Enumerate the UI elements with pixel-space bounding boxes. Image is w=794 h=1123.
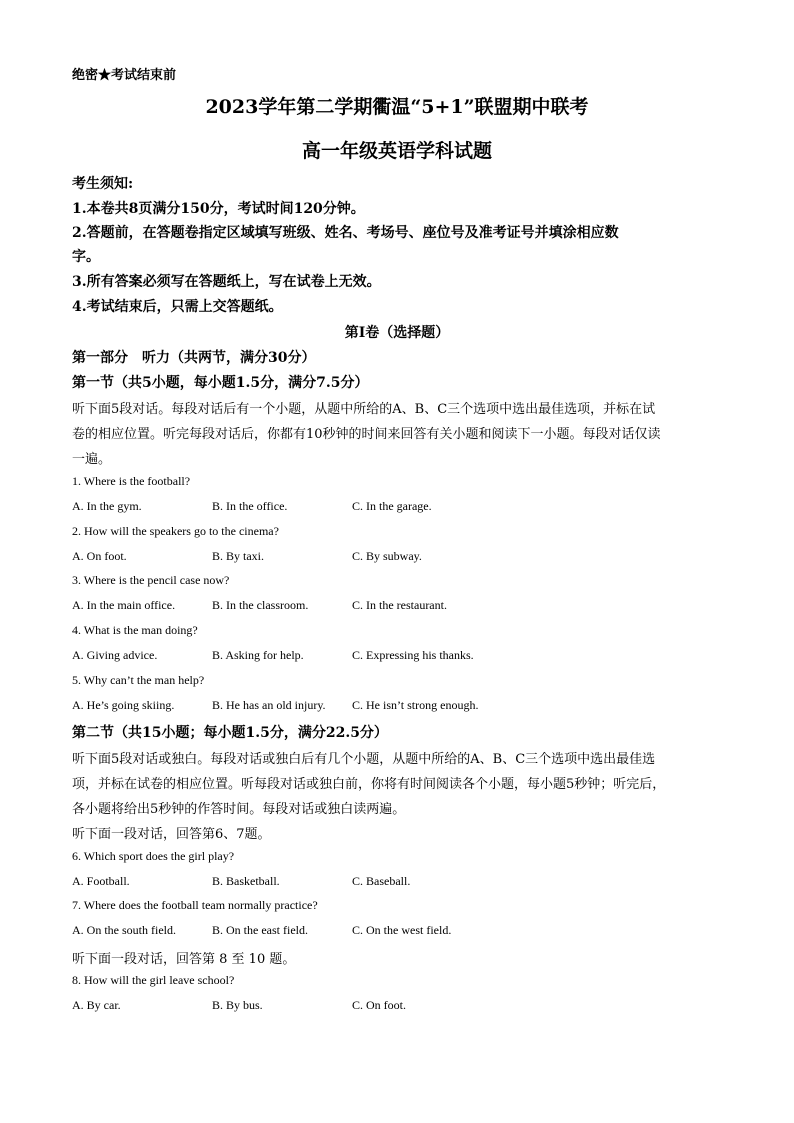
option-c: C. He isn’t strong enough. — [352, 698, 479, 712]
option-a: A. In the gym. — [72, 499, 142, 513]
option-a: A. On foot. — [72, 549, 127, 563]
question-text: 5. Why can’t the man help? — [72, 673, 205, 687]
section1-instruction: 听下面5段对话。每段对话后有一个小题，从题中所给的A、B、C三个选项中选出最佳选项，并标在试 — [72, 402, 656, 417]
question-text: 4. What is the man doing? — [72, 623, 198, 637]
question-text: 3. Where is the pencil case now? — [72, 573, 230, 587]
section1-instruction: 卷的相应位置。听完每段对话后，你都有10秒钟的时间来回答有关小题和阅读下一小题。每段对话仅读 — [72, 427, 661, 442]
section2-instruction: 各小题将给出5秒钟的作答时间。每段对话或独白读两遍。 — [72, 802, 406, 817]
question-text: 8. How will the girl leave school? — [72, 973, 235, 987]
notice-heading: 考生须知: — [72, 176, 134, 192]
question-text: 7. Where does the football team normally practice? — [72, 898, 318, 912]
option-b: B. On the east field. — [212, 923, 308, 937]
section2-instruction: 听下面5段对话或独白。每段对话或独白后有几个小题，从题中所给的A、B、C三个选项中选出最佳选 — [72, 752, 656, 767]
option-a: A. He’s going skiing. — [72, 698, 175, 712]
option-b: B. By taxi. — [212, 549, 265, 563]
part1-heading: 第一部分 听力（共两节，满分30分） — [72, 350, 316, 366]
section1-instruction: 一遍。 — [72, 452, 112, 467]
section1-heading: 第一节（共5小题，每小题1.5分，满分7.5分） — [72, 375, 369, 391]
option-a: A. In the main office. — [72, 598, 176, 612]
option-a: A. Football. — [72, 874, 130, 888]
option-c: C. In the restaurant. — [352, 598, 447, 612]
notice-item: 4.考试结束后，只需上交答题纸。 — [72, 299, 283, 315]
confidential-mark: 绝密★考试结束前 — [72, 68, 177, 83]
option-b: B. By bus. — [212, 998, 263, 1012]
dialogue-lead: 听下面一段对话，回答第6、7题。 — [72, 827, 271, 842]
option-c: C. By subway. — [352, 549, 422, 563]
notice-item: 字。 — [72, 249, 100, 265]
option-a: A. On the south field. — [72, 923, 176, 937]
dialogue-lead: 听下面一段对话，回答第 8 至 10 题。 — [72, 952, 296, 967]
question-text: 6. Which sport does the girl play? — [72, 849, 235, 863]
option-b: B. In the classroom. — [212, 598, 309, 612]
section2-heading: 第二节（共15小题；每小题1.5分，满分22.5分） — [72, 725, 388, 741]
option-c: C. On foot. — [352, 998, 406, 1012]
exam-subtitle: 高一年级英语学科试题 — [301, 140, 492, 162]
option-c: C. Baseball. — [352, 874, 411, 888]
exam-title: 2023学年第二学期衢温“5+1”联盟期中联考 — [205, 96, 589, 118]
option-b: B. He has an old injury. — [212, 698, 326, 712]
option-b: B. Asking for help. — [212, 648, 304, 662]
question-text: 1. Where is the football? — [72, 474, 191, 488]
option-a: A. By car. — [72, 998, 121, 1012]
option-a: A. Giving advice. — [72, 648, 158, 662]
notice-item: 3.所有答案必须写在答题纸上，写在试卷上无效。 — [72, 274, 381, 290]
option-c: C. On the west field. — [352, 923, 452, 937]
section2-instruction: 项，并标在试卷的相应位置。听每段对话或独白前，你将有时间阅读各个小题，每小题5秒钟；听完后， — [72, 777, 666, 792]
option-b: B. In the office. — [212, 499, 288, 513]
option-c: C. Expressing his thanks. — [352, 648, 474, 662]
notice-item: 1.本卷共8页满分150分，考试时间120分钟。 — [72, 201, 365, 217]
option-b: B. Basketball. — [212, 874, 280, 888]
volume-heading: 第Ⅰ卷（选择题） — [344, 325, 450, 341]
notice-item: 2.答题前，在答题卷指定区域填写班级、姓名、考场号、座位号及准考证号并填涂相应数 — [72, 225, 619, 241]
option-c: C. In the garage. — [352, 499, 432, 513]
question-text: 2. How will the speakers go to the cinema? — [72, 524, 279, 538]
